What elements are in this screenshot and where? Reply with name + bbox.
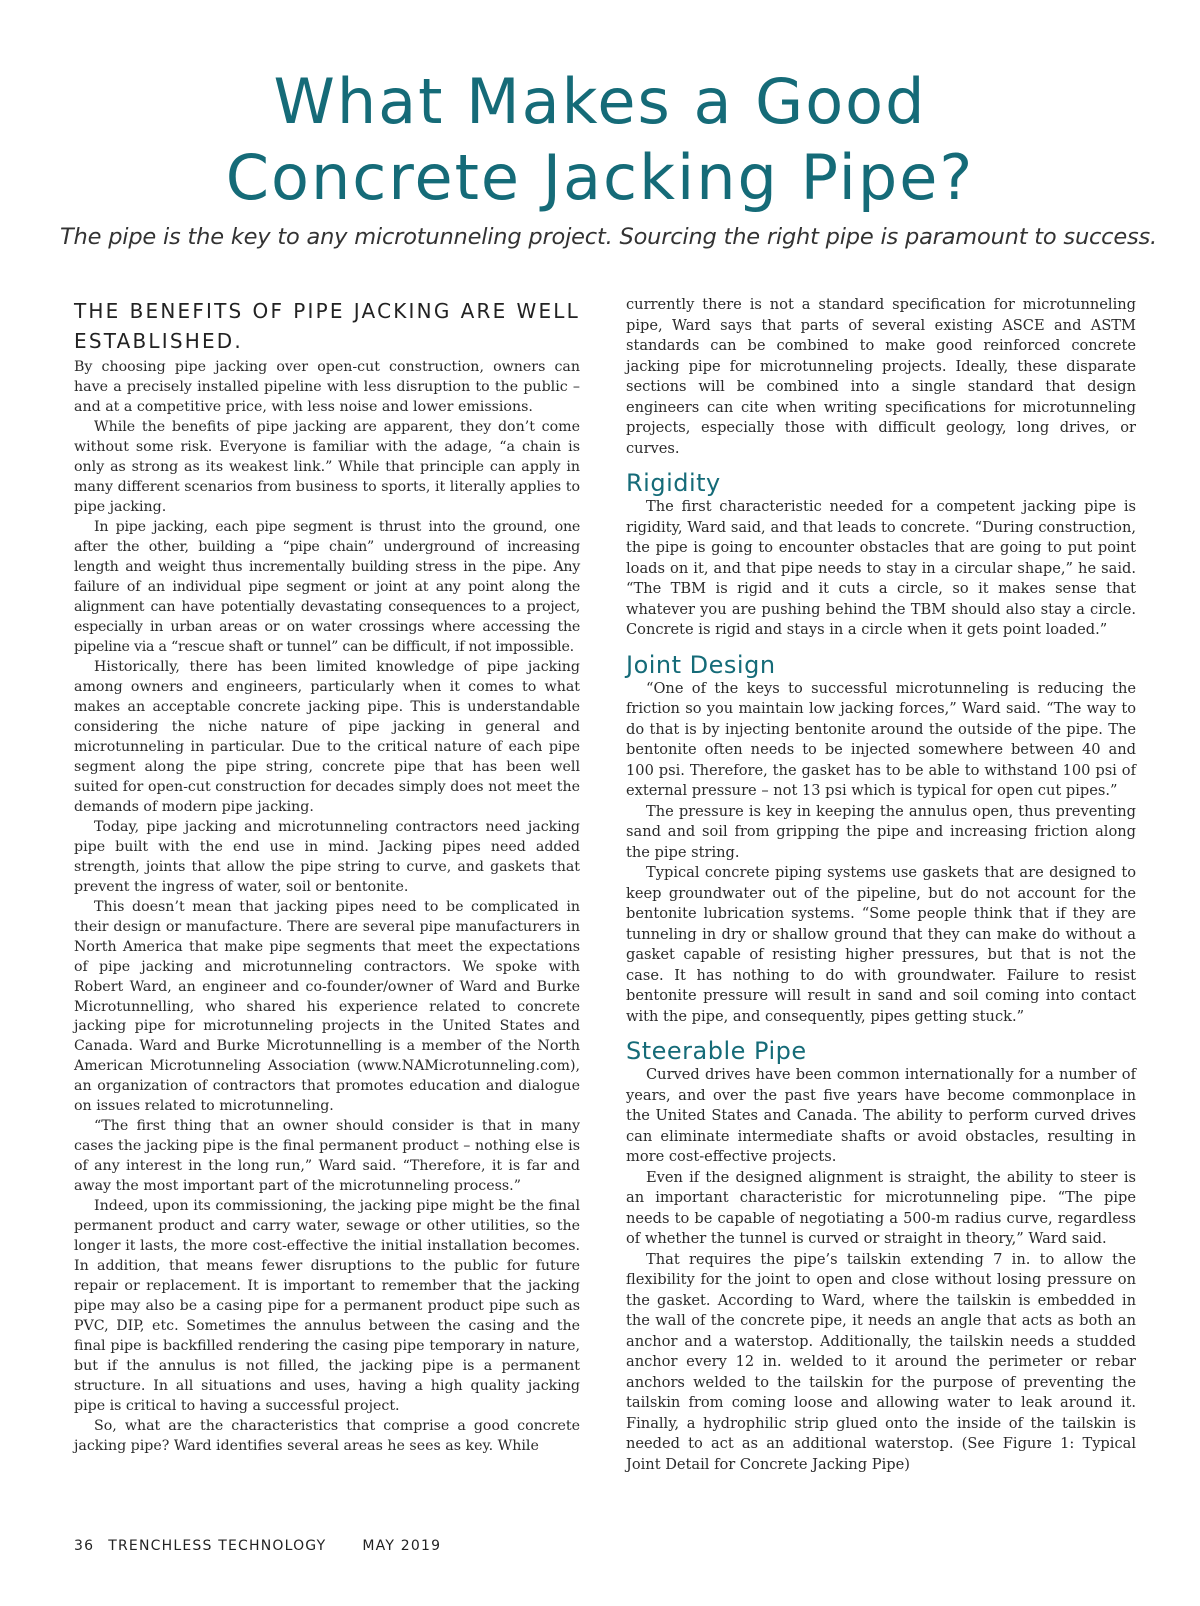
paragraph: Typical concrete piping systems use gaskets that are designed to keep groundwater out of the pipeline, but do not account for the bentonite lubrication systems. “Some people think that if they are tunneling in dry or shallow ground that they can make do without a gasket capable of resisting higher pressures, but that is not the case. It has nothing to do with groundwater. Failure to resist bentonite pressure will result in sand and soil coming into contact with the pipe, and consequently, pipes getting stuck.” bbox=[626, 864, 1136, 1025]
paragraph: This doesn’t mean that jacking pipes need to be complicated in their design or manufacture. There are several pipe manufacturers in North America that make pipe segments that meet the expectations of pipe jacking and microtunneling contractors. We spoke with Robert Ward, an engineer and co-founder/owner of Ward and Burke Microtunnelling, who shared his experience related to concrete jacking pipe for microtunneling projects in the United States and Canada. Ward and Burke Microtunnelling is a member of the North American Microtunneling Association (www.NAMicrotunneling.com), an organization of contractors that promotes education and dialogue on issues related to microtunneling. bbox=[74, 898, 580, 1115]
section-heading-steerable-pipe: Steerable Pipe bbox=[626, 1037, 807, 1065]
lead-heading: THE BENEFITS OF PIPE JACKING ARE WELL ESTABLISHED. bbox=[74, 299, 580, 353]
paragraph: So, what are the characteristics that comprise a good concrete jacking pipe? Ward identifies several areas he sees as key. While bbox=[74, 1418, 580, 1455]
paragraph: That requires the pipe’s tailskin extending 7 in. to allow the flexibility for the joint to open and close without losing pressure on the gasket. According to Ward, where the tailskin is embedded in the wall of the concrete pipe, it needs an angle that acts as both an anchor and a waterstop. Additionally, the tailskin needs a studded anchor every 12 in. welded to it around the perimeter or rebar anchors welded to the tailskin for the purpose of preventing the tailskin from coming loose and allowing water to leak around it. Finally, a hydrophilic strip glued onto the inside of the tailskin is needed to act as an additional waterstop. (See Figure 1: Typical Joint Detail for Concrete Jacking Pipe) bbox=[626, 1250, 1136, 1473]
paragraph: Indeed, upon its commissioning, the jacking pipe might be the final permanent product and carry water, sewage or other utilities, so the longer it lasts, the more cost-effective the initial installation becomes. In addition, that means fewer disruptions to the public for future repair or replacement. It is important to remember that the jacking pipe may also be a casing pipe for a permanent product pipe such as PVC, DIP, etc. Sometimes the annulus between the casing and the final pipe is backfilled rendering the casing pipe temporary in nature, but if the annulus is not filled, the jacking pipe is a permanent structure. In all situations and uses, having a high quality jacking pipe is critical to having a successful project. bbox=[74, 1198, 580, 1415]
title-line-1: What Makes a Good bbox=[273, 65, 927, 138]
paragraph: “One of the keys to successful microtunneling is reducing the friction so you maintain low jacking forces,” Ward said. “The way to do that is by injecting bentonite around the outside of the pipe. The bentonite often needs to be injected somewhere between 40 and 100 psi. Therefore, the gasket has to be able to withstand 100 psi of external pressure – not 13 psi which is typical for open cut pipes.” bbox=[626, 679, 1136, 799]
paragraph: Historically, there has been limited knowledge of pipe jacking among owners and engineers, particularly when it comes to what makes an acceptable concrete jacking pipe. This is understandable considering the niche nature of pipe jacking in general and microtunneling in particular. Due to the critical nature of each pipe segment along the pipe string, concrete pipe that has been well suited for open-cut construction for decades simply does not meet the demands of modern pipe jacking. bbox=[74, 658, 580, 815]
right-column bbox=[626, 295, 1136, 1475]
paragraph: Today, pipe jacking and microtunneling contractors need jacking pipe built with the end use in mind. Jacking pipes need added strength, joints that allow the pipe string to curve, and gaskets that prevent the ingress of water, soil or bentonite. bbox=[74, 818, 580, 895]
paragraph: Even if the designed alignment is straight, the ability to steer is an important characteristic for microtunneling pipe. “The pipe needs to be capable of negotiating a 500-m radius curve, regardless of whether the tunnel is curved or straight in theory,” Ward said. bbox=[626, 1168, 1136, 1247]
article-subtitle: The pipe is the key to any microtunneling project. Sourcing the right pipe is paramount to success. bbox=[60, 224, 1157, 250]
page-footer bbox=[74, 1538, 477, 1554]
paragraph: Curved drives have been common internationally for a number of years, and over the past five years have become commonplace in the United States and Canada. The ability to perform curved drives can eliminate intermediate shafts or avoid obstacles, resulting in more cost-effective projects. bbox=[626, 1066, 1136, 1165]
section-heading-joint-design: Joint Design bbox=[626, 650, 776, 679]
page-number: 36 bbox=[74, 1538, 95, 1554]
paragraph: currently there is not a standard specification for microtunneling pipe, Ward says that parts of several existing ASCE and ASTM standards can be combined to make good reinforced concrete jacking pipe for microtunneling projects. Ideally, these disparate sections will be combined into a single standard that design engineers can cite when writing specifications for microtunneling projects, especially those with difficult geology, long drives, or curves. bbox=[626, 296, 1136, 457]
issue-date: MAY 2019 bbox=[362, 1538, 442, 1554]
article-title bbox=[0, 64, 1200, 216]
paragraph: By choosing pipe jacking over open-cut construction, owners can have a precisely installed pipeline with less disruption to the public – and at a competitive price, with less noise and lower emissions. bbox=[74, 359, 580, 415]
left-column bbox=[74, 296, 580, 1457]
paragraph: In pipe jacking, each pipe segment is thrust into the ground, one after the other, building a “pipe chain” underground of increasing length and weight thus incrementally building stress in the pipe. Any failure of an individual pipe segment or joint at any point along the alignment can have potentially devastating consequences to a project, especially in urban areas or on water crossings where accessing the pipeline via a “rescue shaft or tunnel” can be difficult, if not impossible. bbox=[74, 518, 580, 655]
paragraph: “The first thing that an owner should consider is that in many cases the jacking pipe is the final permanent product – nothing else is of any interest in the long run,” Ward said. “Therefore, it is far and away the most important part of the microtunneling process.” bbox=[74, 1118, 580, 1195]
section-heading-rigidity: Rigidity bbox=[626, 469, 721, 497]
paragraph: The pressure is key in keeping the annulus open, thus preventing sand and soil from gripping the pipe and increasing friction along the pipe string. bbox=[626, 802, 1136, 861]
paragraph: The first characteristic needed for a competent jacking pipe is rigidity, Ward said, and that leads to concrete. “During construction, the pipe is going to encounter obstacles that are going to put point loads on it, and that pipe needs to stay in a circular shape,” he said. “The TBM is rigid and it cuts a circle, so it makes sense that whatever you are pushing behind the TBM should also stay a circle. Concrete is rigid and stays in a circle when it gets point loaded.” bbox=[626, 498, 1136, 638]
publication-name: TRENCHLESS TECHNOLOGY bbox=[108, 1538, 327, 1554]
title-line-2: Concrete Jacking Pipe? bbox=[225, 141, 975, 214]
paragraph: While the benefits of pipe jacking are apparent, they don’t come without some risk. Everyone is familiar with the adage, “a chain is only as strong as its weakest link.” While that principle can apply in many different scenarios from business to sports, it literally applies to pipe jacking. bbox=[74, 418, 580, 515]
